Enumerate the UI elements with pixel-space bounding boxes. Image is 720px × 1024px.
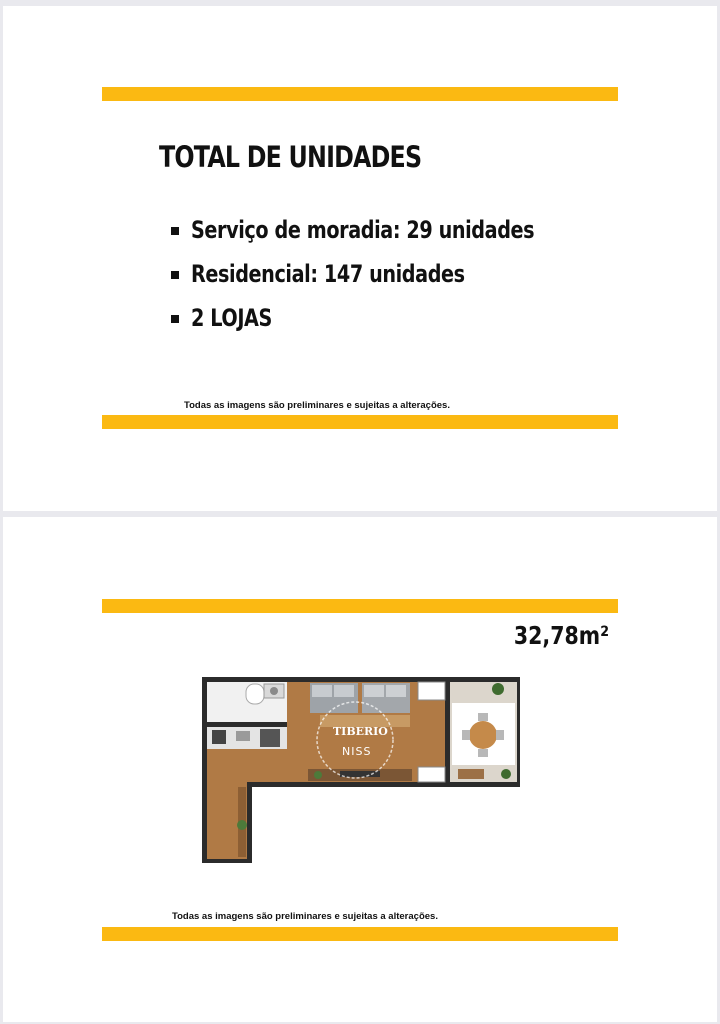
bullet-icon — [171, 227, 179, 235]
area-label: 32,78m² — [513, 621, 609, 650]
bottom-accent-bar — [102, 927, 618, 941]
top-accent-bar — [102, 87, 618, 101]
slide-total-units: TOTAL DE UNIDADES Serviço de moradia: 29 unidades Residencial: 147 unidades 2 LOJAS Todas as imagens são preliminares e sujeitas a alterações. — [3, 6, 717, 511]
disclaimer-text: Todas as imagens são preliminares e sujeitas a alterações. — [172, 911, 438, 922]
slide-floorplan — [3, 517, 717, 1022]
top-accent-bar — [102, 599, 618, 613]
watermark-brand: TIBERIO — [333, 725, 388, 738]
watermark-sub: NISS — [342, 745, 372, 758]
bullet-icon — [171, 271, 179, 279]
bullet-icon — [171, 315, 179, 323]
floor-plan-image — [200, 675, 522, 865]
slide-title: TOTAL DE UNIDADES — [159, 140, 422, 174]
bottom-accent-bar — [102, 415, 618, 429]
disclaimer-text: Todas as imagens são preliminares e sujeitas a alterações. — [184, 400, 450, 411]
